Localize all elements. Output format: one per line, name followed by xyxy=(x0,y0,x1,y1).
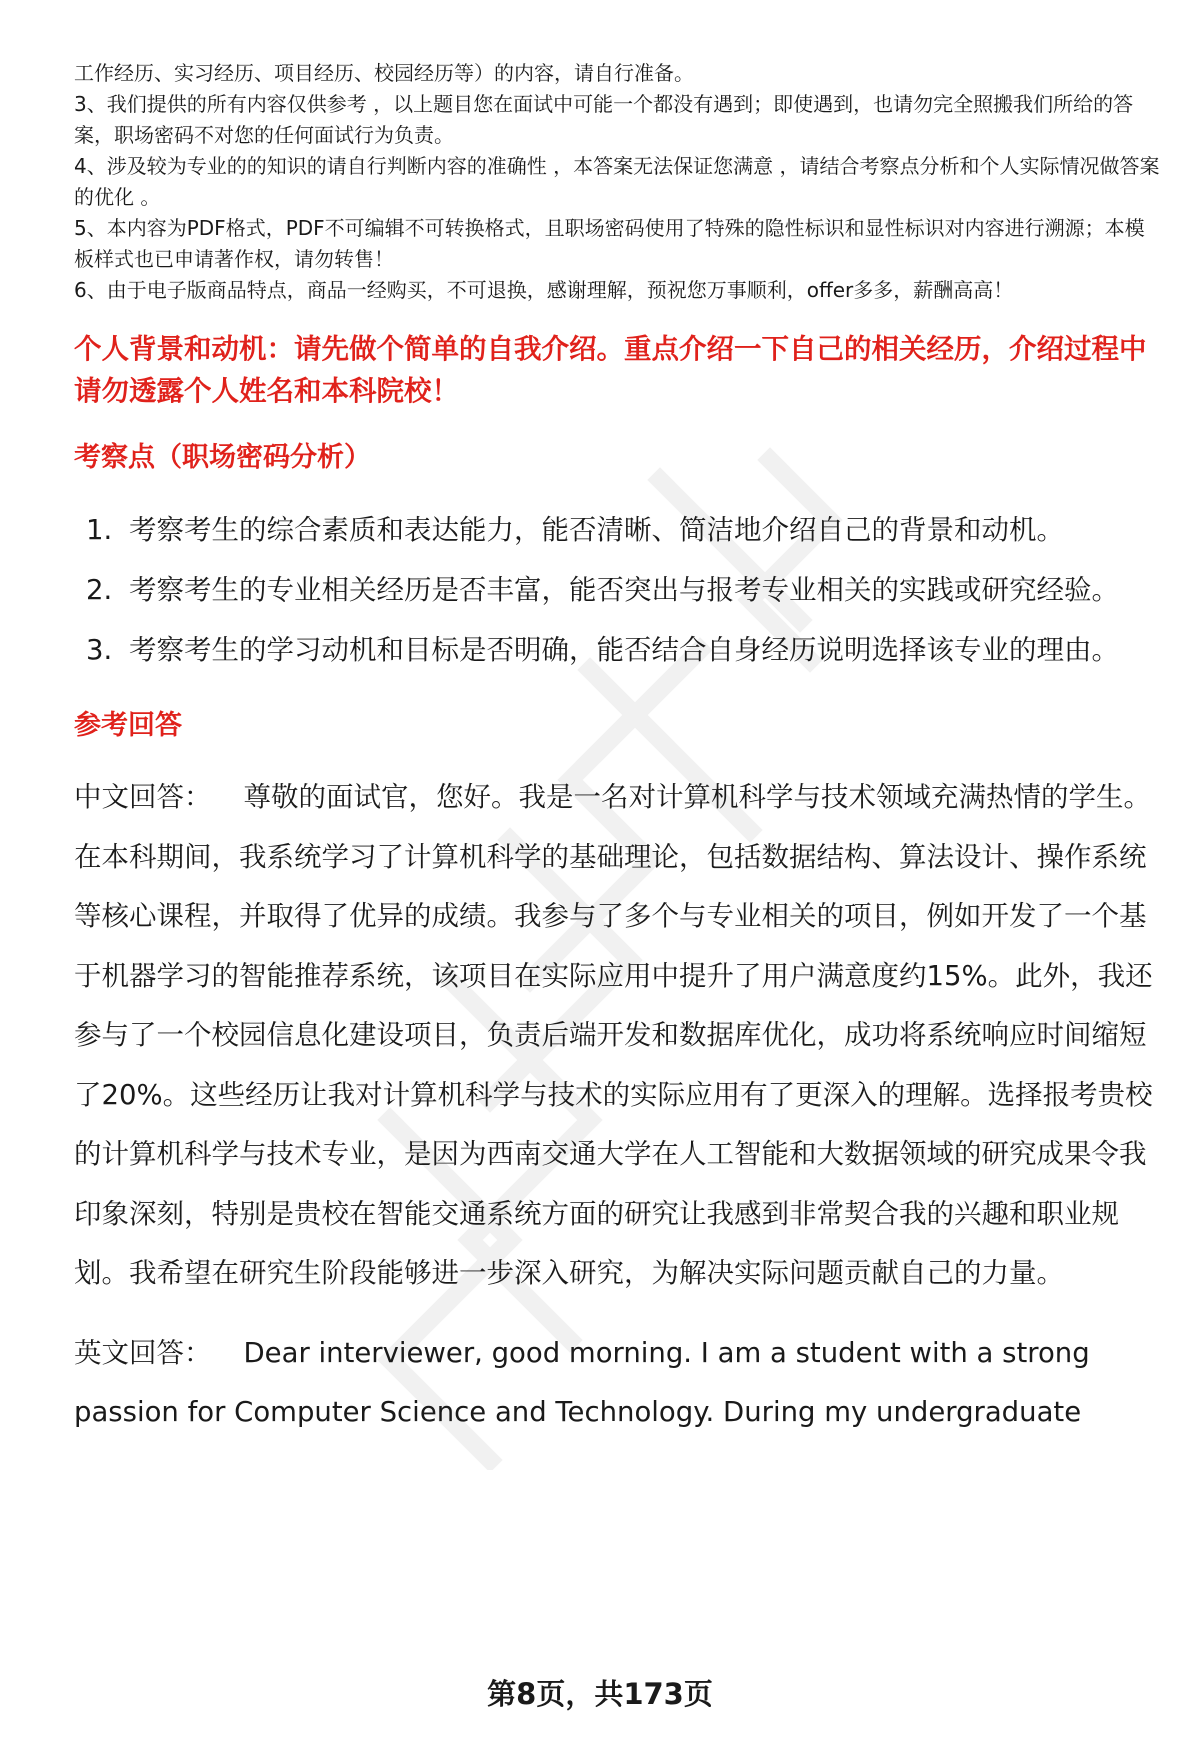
point-text: 考察考生的专业相关经历是否丰富，能否突出与报考专业相关的实践或研究经验。 xyxy=(129,574,1119,606)
point-text: 考察考生的综合素质和表达能力，能否清晰、简洁地介绍自己的背景和动机。 xyxy=(129,514,1064,546)
points-list xyxy=(74,500,1164,680)
answer-english-prefix: 英文回答： xyxy=(74,1336,212,1369)
document-page xyxy=(74,58,1164,1443)
point-number: 1. xyxy=(86,514,113,546)
page-footer: 第8页，共173页 xyxy=(487,1677,713,1711)
point-item-1 xyxy=(74,500,1164,560)
answer-chinese xyxy=(74,768,1164,1304)
note-line-6: 6、由于电子版商品特点，商品一经购买，不可退换，感谢理解，预祝您万事顺利，offer多多，薪酬高高！ xyxy=(74,278,1014,302)
question-heading: 个人背景和动机：请先做个简单的自我介绍。重点介绍一下自己的相关经历，介绍过程中请勿透露个人姓名和本科院校！ xyxy=(74,333,1147,407)
note-line-5: 5、本内容为PDF格式，PDF不可编辑不可转换格式，且职场密码使用了特殊的隐性标识和显性标识对内容进行溯源；本模板样式也已申请著作权，请勿转售！ xyxy=(74,216,1145,271)
note-line-4: 4、涉及较为专业的的知识的请自行判断内容的准确性 ，本答案无法保证您满意 ，请结合考察点分析和个人实际情况做答案的优化 。 xyxy=(74,154,1160,209)
point-item-2 xyxy=(74,560,1164,620)
point-text: 考察考生的学习动机和目标是否明确，能否结合自身经历说明选择该专业的理由。 xyxy=(129,634,1119,666)
answer-heading: 参考回答 xyxy=(74,710,182,741)
answer-chinese-text: 尊敬的面试官，您好。我是一名对计算机科学与技术领域充满热情的学生。在本科期间，我系统学习了计算机科学的基础理论，包括数据结构、算法设计、操作系统等核心课程，并取得了优异的成绩。我参与了多个与专业相关的项目，例如开发了一个基于机器学习的智能推荐系统，该项目在实际应用中提升了用户满意度约15%。此外，我还参与了一个校园信息化建设项目，负责后端开发和数据库优化，成功将系统响应时间缩短了20%。这些经历让我对计算机科学与技术的实际应用有了更深入的理解。选择报考贵校的计算机科学与技术专业，是因为西南交通大学在人工智能和大数据领域的研究成果令我印象深刻，特别是贵校在智能交通系统方面的研究让我感到非常契合我的兴趣和职业规划。我希望在研究生阶段能够进一步深入研究，为解决实际问题贡献自己的力量。 xyxy=(74,781,1153,1289)
note-line-1: 工作经历、实习经历、项目经历、校园经历等）的内容，请自行准备。 xyxy=(74,61,694,85)
point-item-3 xyxy=(74,620,1164,680)
answer-english xyxy=(74,1324,1164,1443)
points-heading: 考察点（职场密码分析） xyxy=(74,442,371,473)
point-number: 3. xyxy=(86,634,113,666)
answer-chinese-prefix: 中文回答： xyxy=(74,781,212,813)
point-number: 2. xyxy=(86,574,113,606)
note-line-3: 3、我们提供的所有内容仅供参考 ，以上题目您在面试中可能一个都没有遇到；即使遇到，也请勿完全照搬我们所给的答案，职场密码不对您的任何面试行为负责。 xyxy=(74,92,1134,147)
answer-english-text: Dear interviewer, good morning. I am a student with a strong passion for Computer Science and Technology. During my undergraduate xyxy=(74,1336,1090,1428)
